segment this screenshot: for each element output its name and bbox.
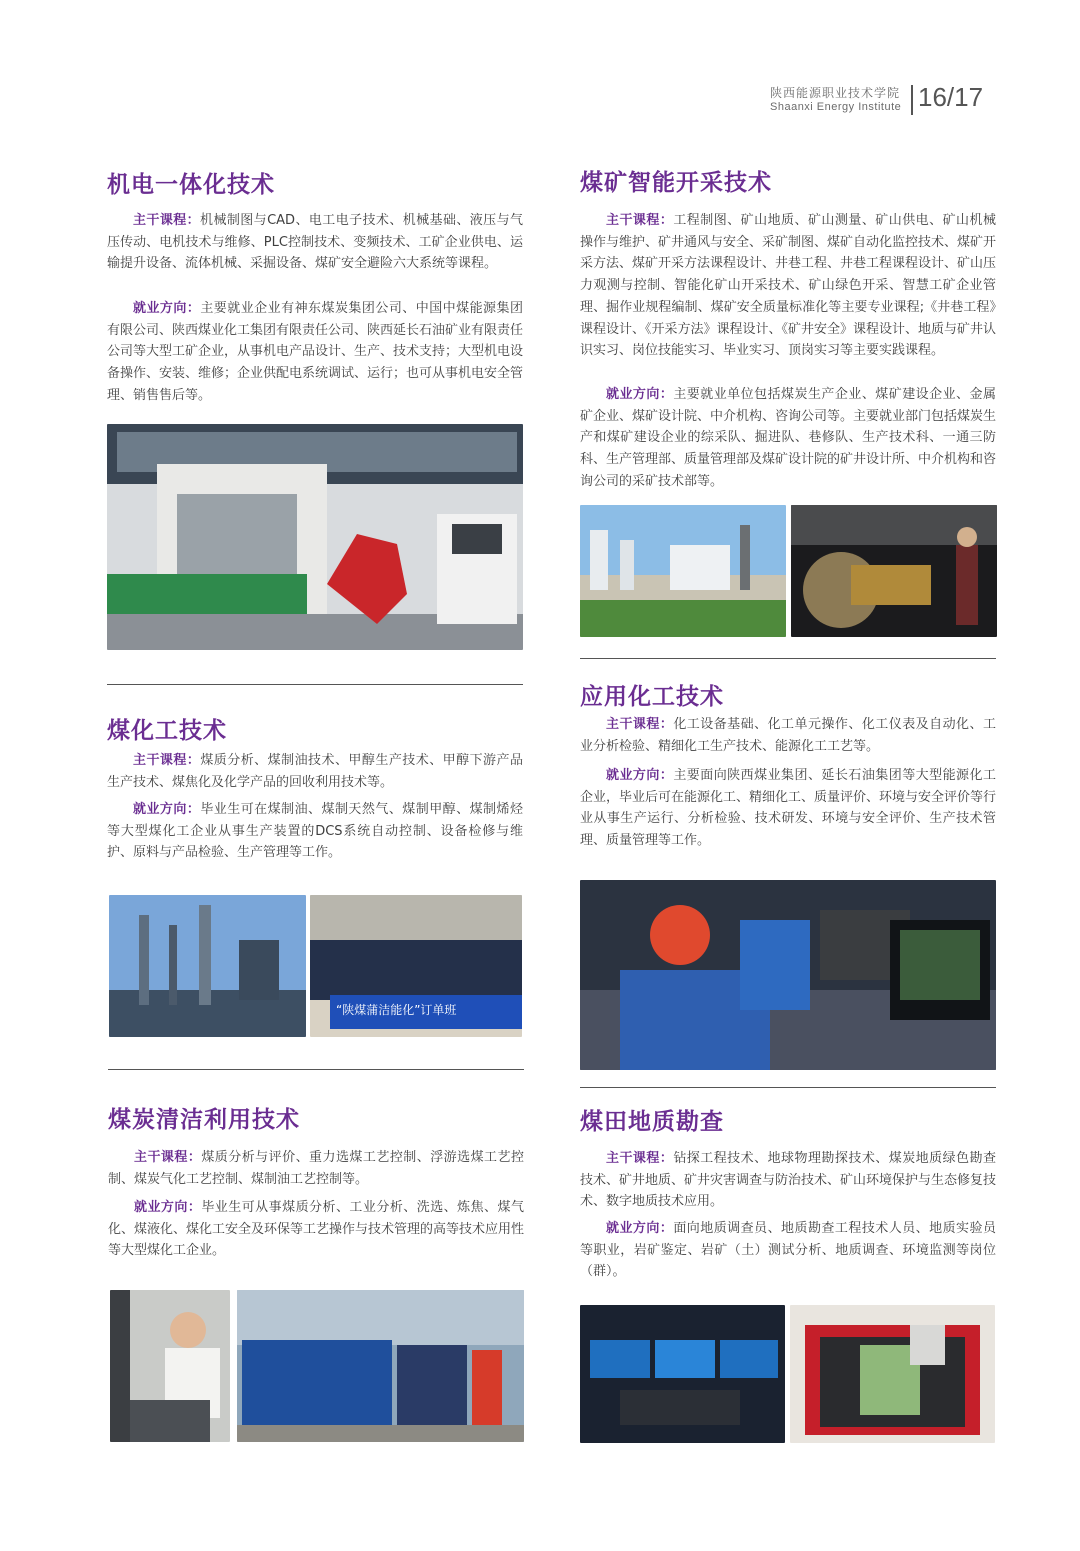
courses-label: 主干课程：: [606, 717, 674, 732]
courses-text: 煤质分析与评价、重力选煤工艺控制、浮游选煤工艺控制、煤炭气化工艺控制、煤制油工艺控制等。: [108, 1150, 524, 1187]
jobs-paragraph: [107, 298, 523, 407]
jobs-paragraph: [580, 765, 996, 852]
courses-paragraph: [108, 1147, 524, 1190]
jobs-text: 主要就业企业有神东煤炭集团公司、中国中煤能源集团有限公司、陕西煤业化工集团有限责任公司、陕西延长石油矿业有限责任公司等大型工矿企业，从事机电产品设计、生产、技术支持；大型机电设备操作、安装、维修；企业供配电系统调试、运行；也可从事机电安全管理、销售售后等。: [107, 301, 524, 403]
jobs-label: 就业方向：: [133, 802, 201, 817]
jobs-text: 面向地质调查员、地质勘查工程技术人员、地质实验员等职业，岩矿鉴定、岩矿（土）测试分析、地质调查、环境监测等岗位（群）。: [580, 1221, 996, 1280]
coal-shearer-vr-photo: [791, 505, 997, 637]
robot-arm-lab-photo: [107, 424, 523, 650]
jobs-text: 毕业生可从事煤质分析、工业分析、洗选、炼焦、煤气化、煤液化、煤化工安全及环保等工艺操作与技术管理的高等技术应用性等大型煤化工企业。: [108, 1200, 525, 1259]
surveying-instrument-icon: [790, 1305, 995, 1443]
jobs-text: 毕业生可在煤制油、煤制天然气、煤制甲醇、煤制烯烃等大型煤化工企业从事生产装置的DCS系统自动控制、设备检修与维护、原料与产品检验、生产管理等工作。: [107, 802, 523, 861]
courses-paragraph: [580, 1148, 996, 1213]
courses-text: 机械制图与CAD、电工电子技术、机械基础、液压与气压传动、电机技术与维修、PLC控制技术、变频技术、工矿企业供电、运输提升设备、流体机械、采掘设备、煤矿安全避险六大系统等课程。: [107, 213, 523, 272]
workers-group-photo: [237, 1290, 524, 1442]
section-title: 煤炭清洁利用技术: [108, 1107, 300, 1133]
school-name-en: Shaanxi Energy Institute: [770, 101, 902, 113]
section-title: 煤田地质勘查: [580, 1109, 724, 1135]
courses-label: 主干课程：: [134, 1150, 202, 1165]
jobs-label: 就业方向：: [606, 387, 674, 402]
jobs-paragraph: [107, 799, 523, 864]
jobs-label: 就业方向：: [606, 1221, 674, 1236]
campus-buildings-photo: [580, 505, 786, 637]
jobs-paragraph: [580, 1218, 996, 1283]
control-room-students-icon: [580, 880, 996, 1070]
monitor-wall-photo: [580, 1305, 785, 1443]
jobs-paragraph: [580, 384, 996, 493]
section-title: 煤矿智能开采技术: [580, 170, 772, 196]
courses-paragraph: [580, 714, 996, 757]
courses-paragraph: [107, 210, 523, 275]
section-divider: [108, 1069, 524, 1070]
courses-label: 主干课程：: [606, 1151, 674, 1166]
page-number: 16/17: [918, 82, 984, 112]
page-header: [770, 84, 1000, 118]
jobs-text: 主要面向陕西煤业集团、延长石油集团等大型能源化工企业，毕业后可在能源化工、精细化工、质量评价、环境与安全评价等行业从事生产运行、分析检验、技术研发、环境与安全评价、生产技术管理、质量管理等工作。: [580, 768, 997, 849]
lab-technician-icon: [110, 1290, 230, 1442]
courses-text: 钻探工程技术、地球物理勘探技术、煤炭地质绿色勘查技术、矿井地质、矿井灾害调查与防治技术、矿山环境保护与生态修复技术、数字地质技术应用。: [580, 1151, 997, 1210]
section-title: 机电一体化技术: [107, 172, 275, 198]
courses-label: 主干课程：: [133, 213, 201, 228]
header-divider: [911, 85, 913, 115]
lab-technician-photo: [110, 1290, 230, 1442]
section-divider: [580, 658, 996, 659]
section-title: 煤化工技术: [107, 718, 227, 744]
courses-text: 工程制图、矿山地质、矿山测量、矿山供电、矿山机械操作与维护、矿井通风与安全、采矿制图、煤矿自动化监控技术、煤矿开采方法、煤矿开采方法课程设计、井巷工程、井巷工程课程设计、矿山压力观测与控制、智能化矿山开采技术、矿山绿色开采、智慧工矿企业管理、掘作业规程编制、煤矿安全质量标准化等主要专业课程;《井巷工程》课程设计、《开采方法》课程设计、《矿井安全》课程设计、地质与矿井认识实习、岗位技能实习、毕业实习、顶岗实习等主要实践课程。: [580, 213, 997, 359]
coal-shearer-vr-icon: [791, 505, 997, 637]
section-divider: [580, 1087, 996, 1088]
robot-arm-lab-icon: [107, 424, 523, 650]
jobs-label: 就业方向：: [133, 301, 201, 316]
campus-buildings-icon: [580, 505, 786, 637]
refinery-photo: [109, 895, 306, 1037]
section-divider: [107, 684, 523, 685]
jobs-text: 主要就业单位包括煤炭生产企业、煤矿建设企业、金属矿企业、煤矿设计院、中介机构、咨询公司等。主要就业部门包括煤炭生产和煤矿建设企业的综采队、掘进队、巷修队、生产技术科、一通三防科、生产管理部、质量管理部及煤矿设计院的矿井设计所、中介机构和咨询公司的采矿技术部等。: [580, 387, 997, 489]
class-group-photo: [310, 895, 522, 1037]
monitor-wall-icon: [580, 1305, 785, 1443]
jobs-paragraph: [108, 1197, 524, 1262]
class-banner-text: “陕煤蒲洁能化”订单班: [336, 1003, 457, 1017]
courses-label: 主干课程：: [133, 753, 201, 768]
section-title: 应用化工技术: [580, 684, 724, 710]
surveying-instrument-photo: [790, 1305, 995, 1443]
courses-text: 煤质分析、煤制油技术、甲醇生产技术、甲醇下游产品生产技术、煤焦化及化学产品的回收利用技术等。: [107, 753, 523, 790]
jobs-label: 就业方向：: [606, 768, 674, 783]
courses-text: 化工设备基础、化工单元操作、化工仪表及自动化、工业分析检验、精细化工生产技术、能源化工工艺等。: [580, 717, 996, 754]
control-room-photo: [580, 880, 996, 1070]
workers-group-icon: [237, 1290, 524, 1442]
courses-paragraph: [580, 210, 996, 362]
school-name-cn: 陕西能源职业技术学院: [770, 86, 901, 100]
courses-paragraph: [107, 750, 523, 793]
courses-label: 主干课程：: [606, 213, 674, 228]
jobs-label: 就业方向：: [134, 1200, 202, 1215]
refinery-icon: [109, 895, 306, 1037]
